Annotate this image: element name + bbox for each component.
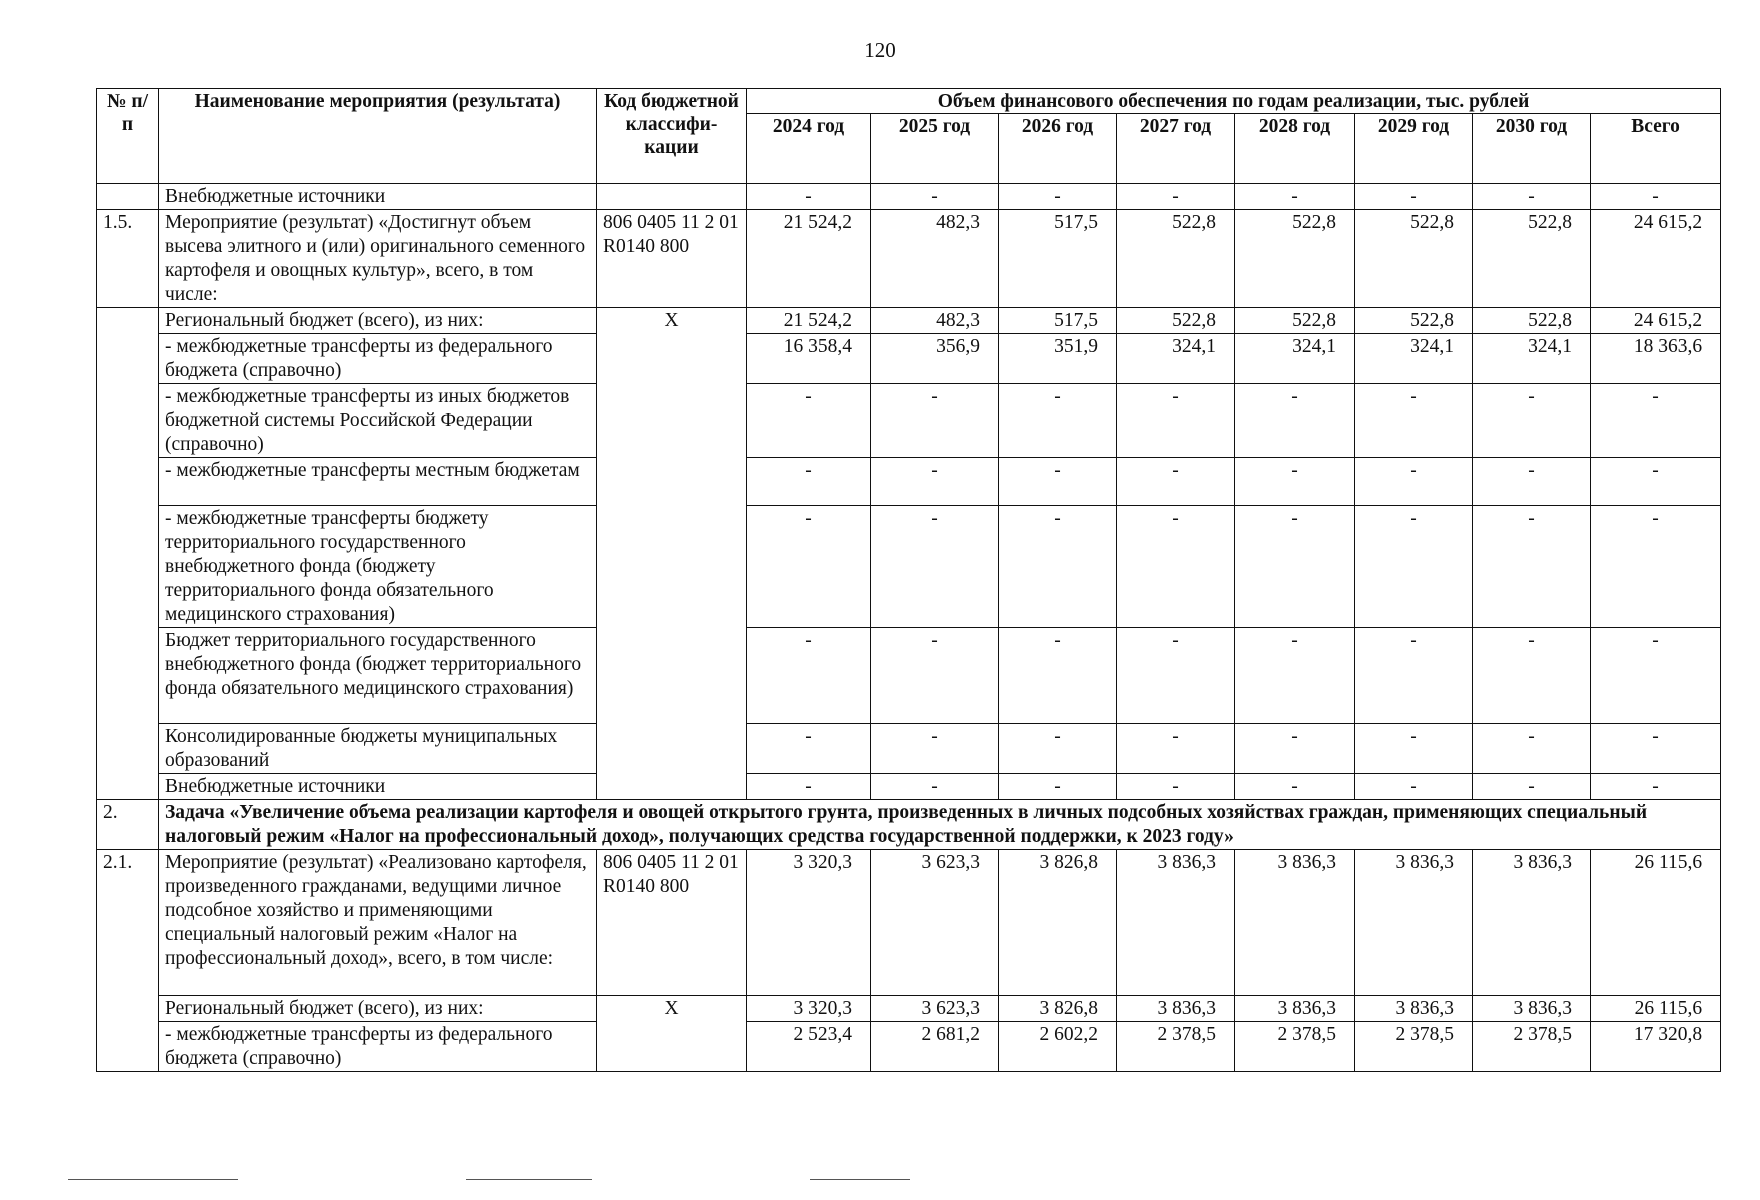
table-row bbox=[97, 1022, 1721, 1072]
row-name: Консолидированные бюджеты муниципальных образований bbox=[159, 724, 597, 774]
value-cell: 2 378,5 bbox=[1473, 1022, 1591, 1072]
value-cell: - bbox=[747, 774, 871, 800]
value-cell: - bbox=[1117, 628, 1235, 724]
value-cell: 522,8 bbox=[1235, 210, 1355, 308]
value-cell: 2 378,5 bbox=[1235, 1022, 1355, 1072]
table-row bbox=[97, 506, 1721, 628]
row-name: Внебюджетные источники bbox=[159, 184, 597, 210]
value-cell: 3 836,3 bbox=[1355, 996, 1473, 1022]
header-year-2025: 2025 год bbox=[871, 114, 999, 184]
header-volume: Объем финансового обеспечения по годам реализации, тыс. рублей bbox=[747, 89, 1721, 114]
value-cell: - bbox=[871, 628, 999, 724]
task-row bbox=[97, 800, 1721, 850]
row-name: - межбюджетные трансферты из федерального бюджета (справочно) bbox=[159, 1022, 597, 1072]
value-cell: - bbox=[1235, 458, 1355, 506]
value-cell-total: - bbox=[1591, 774, 1721, 800]
value-cell: 522,8 bbox=[1117, 308, 1235, 334]
value-cell: 324,1 bbox=[1117, 334, 1235, 384]
value-cell: 3 836,3 bbox=[1355, 850, 1473, 996]
row-name: Мероприятие (результат) «Достигнут объем высева элитного и (или) оригинального семенного картофеля и овощных культур», всего, в том числе: bbox=[159, 210, 597, 308]
value-cell: - bbox=[747, 628, 871, 724]
value-cell: - bbox=[871, 724, 999, 774]
header-num: № п/п bbox=[97, 89, 159, 184]
row-code-x: X bbox=[597, 308, 747, 800]
row-name: Региональный бюджет (всего), из них: bbox=[159, 996, 597, 1022]
value-cell: 522,8 bbox=[1235, 308, 1355, 334]
footer-line bbox=[810, 1179, 910, 1180]
value-cell: - bbox=[747, 184, 871, 210]
value-cell: - bbox=[1235, 506, 1355, 628]
row-name: - межбюджетные трансферты местным бюджетам bbox=[159, 458, 597, 506]
value-cell-total: - bbox=[1591, 628, 1721, 724]
row-name: Бюджет территориального государственного внебюджетного фонда (бюджет территориального фонда обязательного медицинского страхования) bbox=[159, 628, 597, 724]
value-cell: - bbox=[747, 506, 871, 628]
value-cell: 21 524,2 bbox=[747, 210, 871, 308]
value-cell: - bbox=[871, 458, 999, 506]
value-cell: - bbox=[1355, 724, 1473, 774]
header-year-2029: 2029 год bbox=[1355, 114, 1473, 184]
footer-line bbox=[466, 1179, 592, 1180]
value-cell: - bbox=[1117, 458, 1235, 506]
table-row bbox=[97, 996, 1721, 1022]
task-num: 2. bbox=[97, 800, 159, 850]
header-year-2028: 2028 год bbox=[1235, 114, 1355, 184]
value-cell: 482,3 bbox=[871, 308, 999, 334]
value-cell: 324,1 bbox=[1473, 334, 1591, 384]
header-year-2027: 2027 год bbox=[1117, 114, 1235, 184]
value-cell: - bbox=[999, 774, 1117, 800]
header-code: Код бюджетной классифи-кации bbox=[597, 89, 747, 184]
value-cell: 21 524,2 bbox=[747, 308, 871, 334]
row-code bbox=[597, 184, 747, 210]
header-year-2026: 2026 год bbox=[999, 114, 1117, 184]
value-cell: - bbox=[1473, 506, 1591, 628]
value-cell: 3 836,3 bbox=[1473, 850, 1591, 996]
value-cell-total: - bbox=[1591, 506, 1721, 628]
value-cell: 2 681,2 bbox=[871, 1022, 999, 1072]
value-cell: - bbox=[871, 384, 999, 458]
value-cell: 517,5 bbox=[999, 210, 1117, 308]
table-row bbox=[97, 774, 1721, 800]
table-row bbox=[97, 308, 1721, 334]
row-code: 806 0405 11 2 01 R0140 800 bbox=[597, 210, 747, 308]
value-cell: - bbox=[1355, 628, 1473, 724]
header-year-2030: 2030 год bbox=[1473, 114, 1591, 184]
value-cell: - bbox=[1117, 384, 1235, 458]
financing-table bbox=[96, 88, 1721, 1072]
row-num bbox=[97, 308, 159, 800]
header-name: Наименование мероприятия (результата) bbox=[159, 89, 597, 184]
value-cell: - bbox=[1473, 458, 1591, 506]
value-cell: 351,9 bbox=[999, 334, 1117, 384]
value-cell: - bbox=[1355, 506, 1473, 628]
value-cell-total: 24 615,2 bbox=[1591, 308, 1721, 334]
value-cell: - bbox=[999, 458, 1117, 506]
value-cell: - bbox=[747, 384, 871, 458]
value-cell: 2 602,2 bbox=[999, 1022, 1117, 1072]
value-cell: 522,8 bbox=[1355, 308, 1473, 334]
value-cell-total: 18 363,6 bbox=[1591, 334, 1721, 384]
value-cell: 482,3 bbox=[871, 210, 999, 308]
value-cell-total: - bbox=[1591, 724, 1721, 774]
value-cell: - bbox=[1117, 506, 1235, 628]
value-cell: 3 836,3 bbox=[1235, 850, 1355, 996]
value-cell: 2 378,5 bbox=[1117, 1022, 1235, 1072]
value-cell: - bbox=[1235, 774, 1355, 800]
value-cell: 16 358,4 bbox=[747, 334, 871, 384]
table-row bbox=[97, 384, 1721, 458]
row-num: 1.5. bbox=[97, 210, 159, 308]
header-year-2024: 2024 год bbox=[747, 114, 871, 184]
value-cell: - bbox=[871, 184, 999, 210]
table-row bbox=[97, 210, 1721, 308]
value-cell: - bbox=[999, 628, 1117, 724]
page-number: 120 bbox=[864, 38, 896, 62]
value-cell: 522,8 bbox=[1355, 210, 1473, 308]
value-cell: - bbox=[1473, 628, 1591, 724]
row-num: 2.1. bbox=[97, 850, 159, 1072]
row-name: Мероприятие (результат) «Реализовано картофеля, произведенного гражданами, ведущими личное подсобное хозяйство и применяющими специальный налоговый режим «Налог на профессиональный доход», всего, в том числе: bbox=[159, 850, 597, 996]
value-cell-total: 24 615,2 bbox=[1591, 210, 1721, 308]
row-name: Внебюджетные источники bbox=[159, 774, 597, 800]
value-cell: - bbox=[1235, 384, 1355, 458]
row-name: - межбюджетные трансферты из федерального бюджета (справочно) bbox=[159, 334, 597, 384]
table-row bbox=[97, 184, 1721, 210]
value-cell-total: - bbox=[1591, 458, 1721, 506]
value-cell-total: 26 115,6 bbox=[1591, 996, 1721, 1022]
task-name: Задача «Увеличение объема реализации картофеля и овощей открытого грунта, произведенных в личных подсобных хозяйствах граждан, применяющих специальный налоговый режим «Налог на профессиональный доход», получающих средства государственной поддержки, к 2023 году» bbox=[159, 800, 1721, 850]
value-cell-total: - bbox=[1591, 184, 1721, 210]
value-cell: - bbox=[1117, 774, 1235, 800]
value-cell: 3 320,3 bbox=[747, 850, 871, 996]
value-cell: 324,1 bbox=[1235, 334, 1355, 384]
value-cell: 3 623,3 bbox=[871, 850, 999, 996]
value-cell: 3 826,8 bbox=[999, 850, 1117, 996]
financing-table-wrapper bbox=[96, 88, 1720, 1072]
value-cell: - bbox=[747, 458, 871, 506]
value-cell: - bbox=[1235, 628, 1355, 724]
value-cell: - bbox=[1235, 724, 1355, 774]
value-cell: - bbox=[1473, 724, 1591, 774]
value-cell-total: - bbox=[1591, 384, 1721, 458]
value-cell: - bbox=[1355, 184, 1473, 210]
value-cell: - bbox=[871, 506, 999, 628]
value-cell: 2 523,4 bbox=[747, 1022, 871, 1072]
table-row bbox=[97, 628, 1721, 724]
value-cell: - bbox=[1473, 384, 1591, 458]
value-cell: 517,5 bbox=[999, 308, 1117, 334]
value-cell: - bbox=[999, 384, 1117, 458]
value-cell: - bbox=[1355, 458, 1473, 506]
value-cell-total: 17 320,8 bbox=[1591, 1022, 1721, 1072]
table-row bbox=[97, 334, 1721, 384]
row-code: 806 0405 11 2 01 R0140 800 bbox=[597, 850, 747, 996]
value-cell: - bbox=[747, 724, 871, 774]
table-row bbox=[97, 724, 1721, 774]
value-cell: 324,1 bbox=[1355, 334, 1473, 384]
value-cell: - bbox=[1355, 774, 1473, 800]
row-name: Региональный бюджет (всего), из них: bbox=[159, 308, 597, 334]
value-cell: 3 836,3 bbox=[1117, 996, 1235, 1022]
row-code-x: X bbox=[597, 996, 747, 1072]
value-cell: - bbox=[1117, 724, 1235, 774]
value-cell: 356,9 bbox=[871, 334, 999, 384]
row-name: - межбюджетные трансферты из иных бюджетов бюджетной системы Российской Федерации (справочно) bbox=[159, 384, 597, 458]
row-name: - межбюджетные трансферты бюджету территориального государственного внебюджетного фонда (бюджету территориального фонда обязательного медицинского страхования) bbox=[159, 506, 597, 628]
value-cell: 3 623,3 bbox=[871, 996, 999, 1022]
value-cell: 3 836,3 bbox=[1235, 996, 1355, 1022]
value-cell: 522,8 bbox=[1473, 308, 1591, 334]
table-row bbox=[97, 458, 1721, 506]
value-cell: - bbox=[999, 724, 1117, 774]
value-cell: 3 836,3 bbox=[1117, 850, 1235, 996]
value-cell: 522,8 bbox=[1473, 210, 1591, 308]
value-cell: - bbox=[999, 506, 1117, 628]
value-cell: 3 836,3 bbox=[1473, 996, 1591, 1022]
value-cell: - bbox=[871, 774, 999, 800]
value-cell-total: 26 115,6 bbox=[1591, 850, 1721, 996]
footer-line bbox=[68, 1179, 238, 1180]
value-cell: - bbox=[999, 184, 1117, 210]
header-total: Всего bbox=[1591, 114, 1721, 184]
table-row bbox=[97, 850, 1721, 996]
value-cell: - bbox=[1473, 774, 1591, 800]
value-cell: - bbox=[1235, 184, 1355, 210]
value-cell: 3 826,8 bbox=[999, 996, 1117, 1022]
value-cell: 2 378,5 bbox=[1355, 1022, 1473, 1072]
value-cell: - bbox=[1117, 184, 1235, 210]
value-cell: - bbox=[1355, 384, 1473, 458]
value-cell: 3 320,3 bbox=[747, 996, 871, 1022]
value-cell: - bbox=[1473, 184, 1591, 210]
row-num bbox=[97, 184, 159, 210]
value-cell: 522,8 bbox=[1117, 210, 1235, 308]
